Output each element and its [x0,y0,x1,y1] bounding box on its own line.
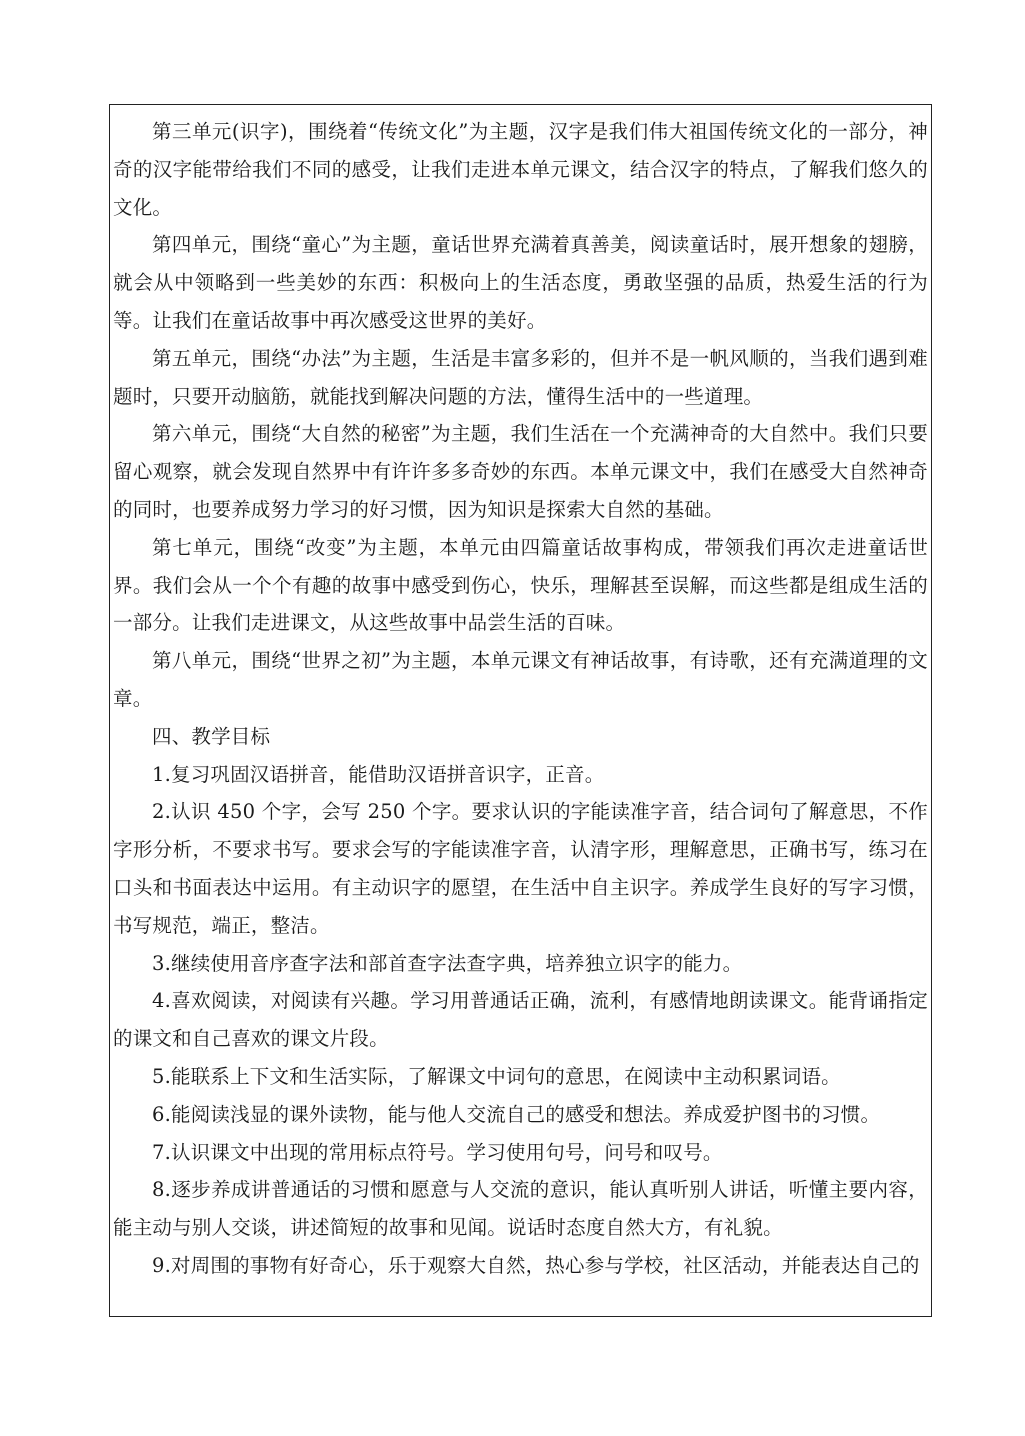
goal-item-7: 7.认识课文中出现的常用标点符号。学习使用句号，问号和叹号。 [152,1140,723,1164]
goal-item-9: 9.对周围的事物有好奇心，乐于观察大自然，热心参与学校，社区活动，并能表达自己的 [152,1253,920,1277]
goal-item-2: 2.认识 450 个字，会写 250 个字。要求认识的字能读准字音，结合词句了解意思，不作字形分析，不要求书写。要求会写的字能读准字音，认清字形，理解意思，正确书写，练习在口头和书面表达中运用。有主动识字的愿望，在生活中自主识字。养成学生良好的写字习惯，书写规范，端正，整洁。 [113,800,928,937]
document-body [113,113,928,1285]
section-heading-teaching-goals: 四、教学目标 [152,724,271,748]
paragraph-unit-8: 第八单元，围绕“世界之初”为主题，本单元课文有神话故事，有诗歌，还有充满道理的文章。 [113,649,928,710]
paragraph-unit-3: 第三单元(识字)，围绕着“传统文化”为主题，汉字是我们伟大祖国传统文化的一部分，神奇的汉字能带给我们不同的感受，让我们走进本单元课文，结合汉字的特点，了解我们悠久的文化。 [113,120,928,219]
paragraph-unit-6: 第六单元，围绕“大自然的秘密”为主题，我们生活在一个充满神奇的大自然中。我们只要留心观察，就会发现自然界中有许许多多奇妙的东西。本单元课文中，我们在感受大自然神奇的同时，也要养成努力学习的好习惯，因为知识是探索大自然的基础。 [113,422,928,521]
goal-item-4: 4.喜欢阅读，对阅读有兴趣。学习用普通话正确，流利，有感情地朗读课文。能背诵指定的课文和自己喜欢的课文片段。 [113,989,928,1051]
goal-item-5: 5.能联系上下文和生活实际，了解课文中词句的意思，在阅读中主动积累词语。 [152,1064,841,1088]
goal-item-1: 1.复习巩固汉语拼音，能借助汉语拼音识字，正音。 [152,762,605,786]
paragraph-unit-4: 第四单元，围绕“童心”为主题，童话世界充满着真善美，阅读童话时，展开想象的翅膀，就会从中领略到一些美妙的东西：积极向上的生活态度，勇敢坚强的品质，热爱生活的行为等。让我们在童话故事中再次感受这世界的美好。 [113,233,928,332]
document-table-frame [109,104,932,1317]
paragraph-unit-5: 第五单元，围绕“办法”为主题，生活是丰富多彩的，但并不是一帆风顺的，当我们遇到难题时，只要开动脑筋，就能找到解决问题的方法，懂得生活中的一些道理。 [113,346,928,408]
goal-item-3: 3.继续使用音序查字法和部首查字法查字典，培养独立识字的能力。 [152,951,743,975]
goal-item-8: 8.逐步养成讲普通话的习惯和愿意与人交流的意识，能认真听别人讲话，听懂主要内容，能主动与别人交谈，讲述简短的故事和见闻。说话时态度自然大方，有礼貌。 [113,1178,928,1240]
paragraph-unit-7: 第七单元，围绕“改变”为主题，本单元由四篇童话故事构成，带领我们再次走进童话世界。我们会从一个个有趣的故事中感受到伤心，快乐，理解甚至误解，而这些都是组成生活的一部分。让我们走进课文，从这些故事中品尝生活的百味。 [113,535,928,635]
goal-item-6: 6.能阅读浅显的课外读物，能与他人交流自己的感受和想法。养成爱护图书的习惯。 [152,1102,881,1126]
